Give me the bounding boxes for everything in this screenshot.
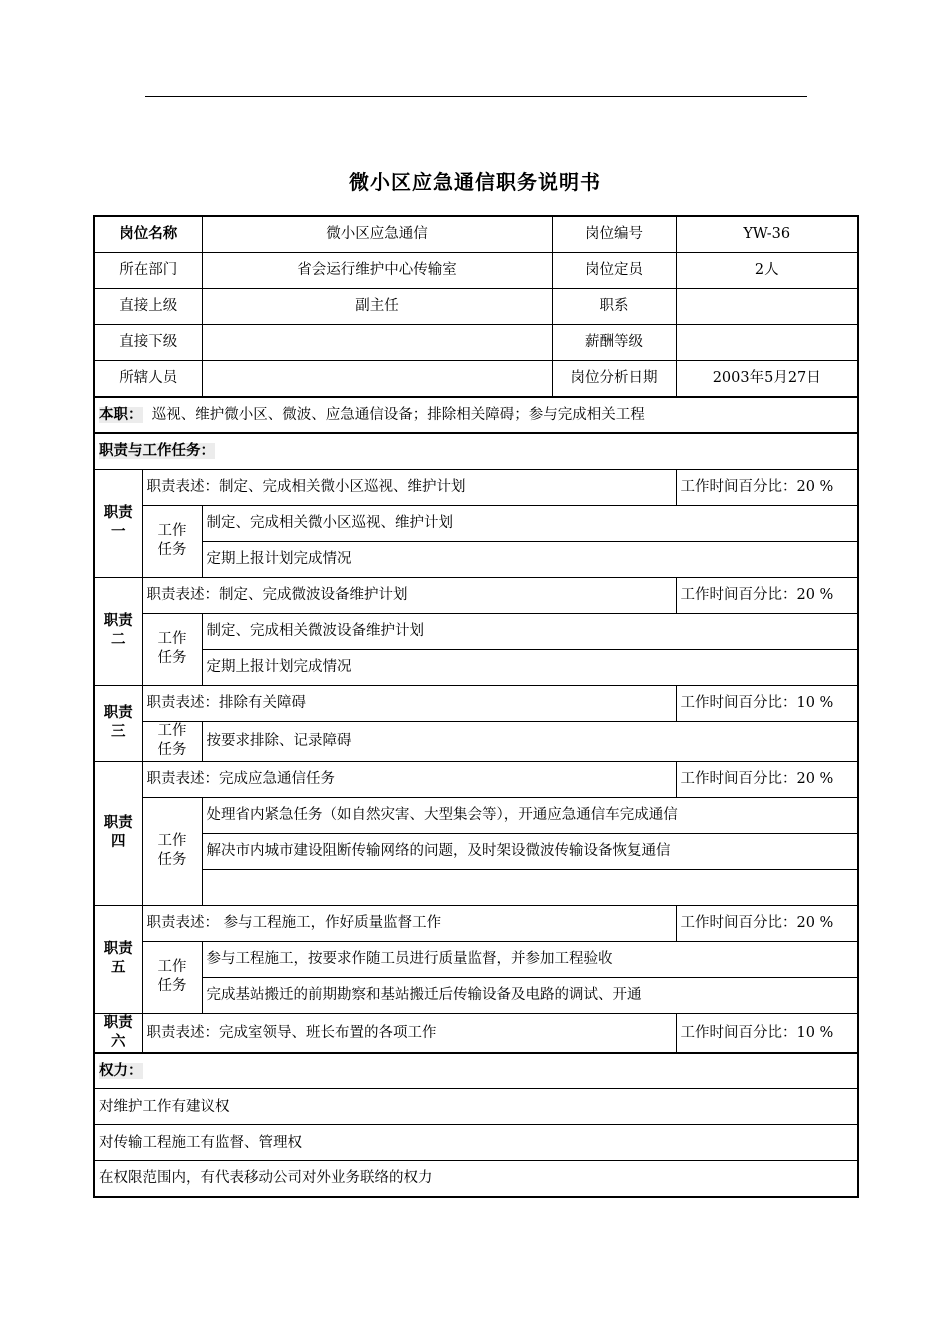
duty-2-task-2: 定期上报计划完成情况: [202, 649, 858, 685]
duty-5-label: 职责五: [94, 905, 142, 1013]
duty-3-task-1: 按要求排除、记录障碍: [202, 721, 858, 761]
duty-6-statement: 职责表述：完成室领导、班长布置的各项工作: [142, 1013, 676, 1053]
position-code-value: YW-36: [676, 216, 858, 252]
duty-5-task-1: 参与工程施工，按要求作随工员进行质量监督，并参加工程验收: [202, 941, 858, 977]
dept-label: 所在部门: [94, 252, 202, 288]
duty-2-task-label: 工作 任务: [142, 613, 202, 685]
series-value: [676, 288, 858, 324]
duty-2-statement: 职责表述：制定、完成微波设备维护计划: [142, 577, 676, 613]
duty-2-percent: 工作时间百分比：20 %: [676, 577, 858, 613]
duties-header-row: [94, 433, 858, 469]
salary-value: [676, 324, 858, 360]
duty-5-task-2: 完成基站搬迁的前期勘察和基站搬迁后传输设备及电路的调试、开通: [202, 977, 858, 1013]
duty-4-percent: 工作时间百分比：20 %: [676, 761, 858, 797]
powers-header: 权力：: [99, 1062, 143, 1079]
main-duty-text: 巡视、维护微小区、微波、应急通信设备；排除相关障碍；参与完成相关工程: [151, 407, 645, 423]
job-description-table: [93, 215, 859, 1198]
duty-1-task-1: 制定、完成相关微小区巡视、维护计划: [202, 505, 858, 541]
duty-4-task-3: [202, 869, 858, 905]
duty-4-task-2: 解决市内城市建设阻断传输网络的问题，及时架设微波传输设备恢复通信: [202, 833, 858, 869]
analysis-date-value: 2003年5月27日: [676, 360, 858, 397]
power-3: 在权限范围内，有代表移动公司对外业务联络的权力: [94, 1161, 858, 1197]
duty-3-percent: 工作时间百分比：10 %: [676, 685, 858, 721]
duty-4-label: 职责四: [94, 761, 142, 905]
main-duty-row: [94, 397, 858, 433]
duty-2-label: 职责二: [94, 577, 142, 685]
position-code-label: 岗位编号: [552, 216, 676, 252]
duty-1-task-2: 定期上报计划完成情况: [202, 541, 858, 577]
duty-1-label: 职责一: [94, 469, 142, 577]
duty-1-statement: 职责表述：制定、完成相关微小区巡视、维护计划: [142, 469, 676, 505]
series-label: 职系: [552, 288, 676, 324]
duty-4-task-1: 处理省内紧急任务（如自然灾害、大型集会等），开通应急通信车完成通信: [202, 797, 858, 833]
duty-5-percent: 工作时间百分比：20 %: [676, 905, 858, 941]
headcount-label: 岗位定员: [552, 252, 676, 288]
duty-2-task-1: 制定、完成相关微波设备维护计划: [202, 613, 858, 649]
duty-5-statement: 职责表述： 参与工程施工，作好质量监督工作: [142, 905, 676, 941]
position-name-value: 微小区应急通信: [202, 216, 552, 252]
duty-1-percent: 工作时间百分比：20 %: [676, 469, 858, 505]
position-name-label: 岗位名称: [94, 216, 202, 252]
duties-header: 职责与工作任务：: [99, 443, 215, 460]
staff-label: 所辖人员: [94, 360, 202, 397]
duty-3-task-label: 工作 任务: [142, 721, 202, 761]
subordinate-value: [202, 324, 552, 360]
duty-4-task-label: 工作 任务: [142, 797, 202, 905]
superior-value: 副主任: [202, 288, 552, 324]
power-1: 对维护工作有建议权: [94, 1089, 858, 1125]
subordinate-label: 直接下级: [94, 324, 202, 360]
main-duty-label: 本职：: [99, 407, 143, 423]
duty-6-percent: 工作时间百分比：10 %: [676, 1013, 858, 1053]
power-2: 对传输工程施工有监督、管理权: [94, 1125, 858, 1161]
staff-value: [202, 360, 552, 397]
duty-6-label: 职责六: [94, 1013, 142, 1053]
analysis-date-label: 岗位分析日期: [552, 360, 676, 397]
salary-label: 薪酬等级: [552, 324, 676, 360]
dept-value: 省会运行维护中心传输室: [202, 252, 552, 288]
headcount-value: 2人: [676, 252, 858, 288]
duty-3-statement: 职责表述：排除有关障碍: [142, 685, 676, 721]
duty-1-task-label: 工作 任务: [142, 505, 202, 577]
header-rule: [145, 96, 807, 97]
duty-4-statement: 职责表述：完成应急通信任务: [142, 761, 676, 797]
duty-3-label: 职责三: [94, 685, 142, 761]
page-title: 微小区应急通信职务说明书: [349, 170, 601, 194]
superior-label: 直接上级: [94, 288, 202, 324]
duty-5-task-label: 工作 任务: [142, 941, 202, 1013]
powers-header-row: [94, 1053, 858, 1089]
